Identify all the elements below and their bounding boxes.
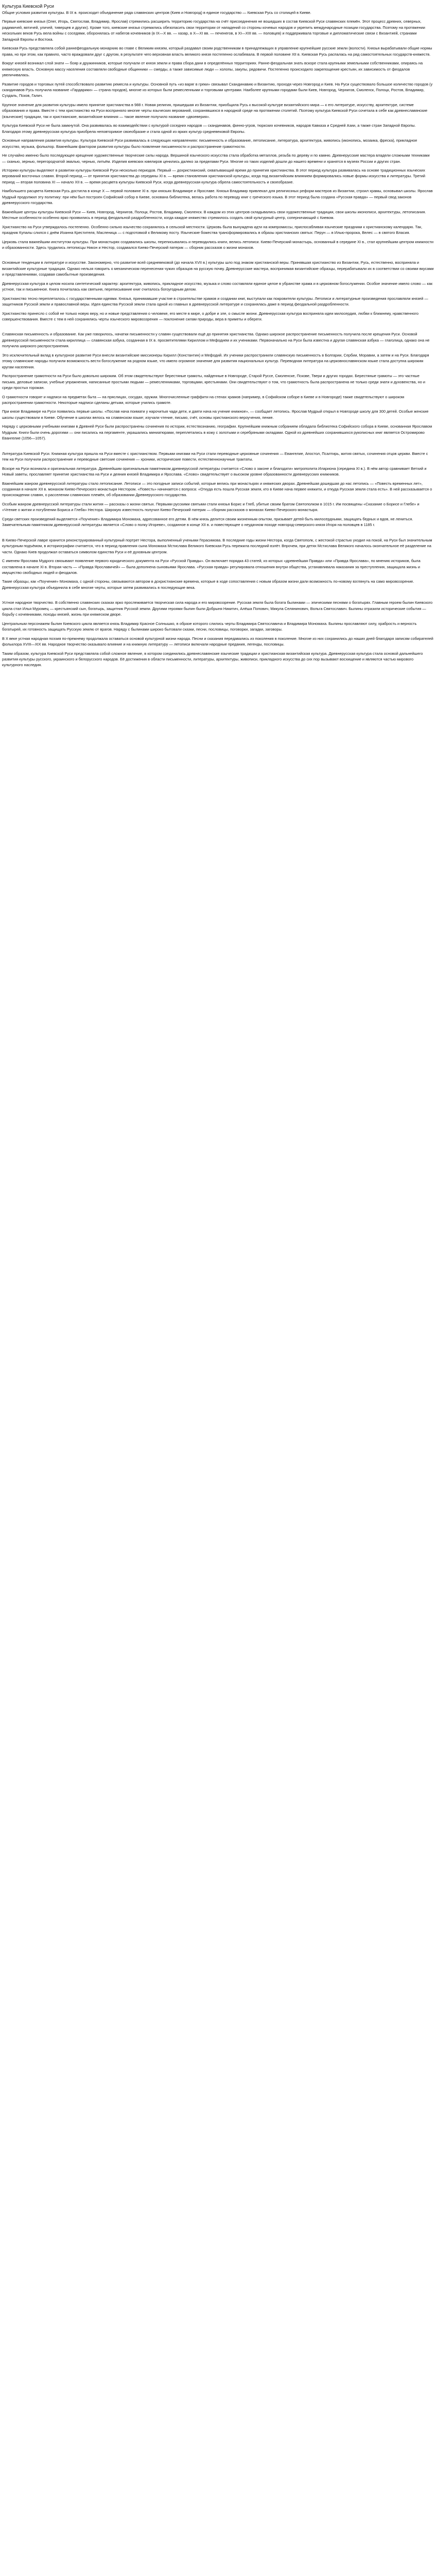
paragraph: Вскоре на Руси возникла и оригинальная литература. Древнейшим оригинальным памятником древнерусской литературы считается «Слово о законе и благодати» митрополита Илариона (середина XI в.). В нём автор сравнивает Ветхий и Новый заветы, прославляет принятие христианства на Руси и деяния князей Владимира и Ярослава. «Слово» свидетельствует о высоком уровне образованности древнерусских книжников. [2,466,427,477]
paragraph: В Киево-Печерской лавре хранится реконструированный культурный портрет Нестора, выполненный учеными Герасимова. В последние годы жизни Нестора, когда Святополк, с жестокой страстью уходил на покой, на Руси был значительным культурным подъёмом, в историографии считается, что в период правления сына Мономаха Мстислава Великого Киевская Русь пережила последний взлёт. Впрочем, при детях Мстислава Великого началось окончательное её разделение на части. Однако Киев продолжал оставаться символом единства Руси и её духовным центром. [2,537,432,554]
paragraph: Древнерусская культура в целом носила синтетический характер: архитектура, живопись, прикладное искусство, музыка и слово составляли единое целое в убранстве храма и в церковном богослужении. Особое значение имело слово — как устное, так и письменное. Книга почиталась как святыня, переписывание книг считалось богоугодным делом. [2,281,433,292]
paragraph: Церковь стала важнейшим институтом культуры. При монастырях создавались школы, переписывались и переводились книги, велись летописи. Киево-Печерский монастырь, основанный в середине XI в., стал крупнейшим центром книжности и образованности. Здесь трудились летописцы Никон и Нестор, создавался Киево-Печерский патерик — сборник рассказов о жизни монахов. [2,239,434,250]
section-gap [2,531,434,537]
paragraph: В Х веке устная народная поэзия по-прежнему продолжала оставаться основой культурной жизни народа. Песни и сказания передавались из поколения в поколение. Многие из них сохранились до наших дней благодаря записям собирателей фольклора XVIII—XIX вв. Народное творчество оказывало влияние и на книжную литературу — летописи включали народные предания, легенды, пословицы. [2,636,433,647]
paragraph: Важнейшие центры культуры Киевской Руси — Киев, Новгород, Чернигов, Полоцк, Ростов, Владимир, Смоленск. В каждом из этих центров складывались свои художественные традиции, свои школы иконописи, архитектуры, летописания. Местные особенности особенно ярко проявились в период феодальной раздробленности, когда каждое княжество стремилось создать свой культурный центр, соперничающий с Киевом. [2,209,426,221]
paragraph: Это исключительный вклад в культурное развитие Руси внесли византийские миссионеры Кирилл (Константин) и Мефодий. Их ученики распространили славянскую письменность в Болгарии, Сербии, Моравии, а затем и на Руси. Благодаря этому славянские народы получили возможность вести богослужение на родном языке, что имело огромное значение для развития национальных культур. Переводная литература на церковнославянском языке стала доступна широким кругам населения. [2,352,429,369]
paragraph: Развитие городов и торговых путей способствовало развитию ремесла и культуры. Основной путь «из варяг в греки» связывал Скандинавию и Византию, проходя через Новгород и Киев. На Руси существовало большое количество городов (у скандинавов Русь получила название «Гардарики» — страна городов), многие из которых были ремесленными и торговыми центрами. Наиболее крупными городами были Киев, Новгород, Чернигов, Смоленск, Полоцк, Ростов, Владимир, Суздаль, Псков, Галич. [2,81,433,98]
section-writing-education [2,331,434,441]
section-intro [2,10,434,250]
section-folklore [2,600,434,668]
paragraph: Славянская письменность и образование. Как уже говорилось, начатки письменности у славян существовали ещё до принятия христианства. Однако широкое распространение письменность получила после крещения Руси. Основой древнерусской письменности стала кириллица — славянская азбука, созданная в IX в. просветителями Кириллом и Мефодием и их учениками. Первоначально на Руси была известна и другая славянская азбука — глаголица, однако она не получила широкого распространения. [2,332,430,349]
paragraph: Наряду с церковными учебными книгами в Древней Руси были распространены сочинения по истории, естествознанию, географии. Крупнейшим книжным собранием обладала библиотека Софийского собора в Киеве, основанная Ярославом Мудрым. Книги были очень дорогими — они писались на пергаменте, украшались миниатюрами, переплетались в кожу с золотыми и серебряными окладами. Одной из древнейших сохранившихся рукописных книг является Остромирово Евангелие (1056—1057). [2,424,432,441]
paragraph: Христианство тесно переплеталось с государственными идеями. Князья, принимавшие участие в строительстве храмов и создании книг, выступали как покровители культуры. Летописи и литературные произведения прославляли князей — защитников Русской земли и православной веры. Идея единства Русской земли стала одной из главных в древнерусской литературе и сохранялась даже в период феодальной раздробленности. [2,296,428,307]
paragraph: Такие образцы, как «Поучение» Мономаха, с одной стороны, связываются автором в дохристианские времена, которые в ходе сопоставления с новым образом жизни дали возможность по-новому взглянуть на само мировоззрение. Древнерусская культура объединила в себе многие черты, которые затем развивались в последующие века. [2,579,414,590]
paragraph: Христианство принесло с собой не только новую веру, но и новые представления о человеке, его месте в мире, о добре и зле, о смысле жизни. Древнерусская культура восприняла идеи милосердия, любви к ближнему, нравственного совершенствования. Вместе с тем в ней сохранялись черты языческого мировоззрения — поклонение силам природы, вера в приметы и обереги. [2,311,418,322]
section-lavra [2,537,434,591]
paragraph: Общие условия развития культуры. В IX в. происходит объединение ряда славянских центров (Киев и Новгород) в единое государство — Киевская Русь со столицей в Киеве. [2,10,311,15]
paragraph: Литература Киевской Руси. Книжная культура пришла на Руси вместе с христианством. Первыми книгами на Руси стали переводные церковные сочинения — Евангелие, Апостол, Псалтирь, жития святых, сочинения отцов церкви. Вместе с тем на Руси получили распространение и переводные светские сочинения — хроники, исторические повести, естественнонаучные трактаты. [2,451,428,462]
paragraph: Важнейшим жанром древнерусской литературы стало летописание. Летописи — это погодные записи событий, которые велись при монастырях и княжеских дворах. Древнейшая дошедшая до нас летопись — «Повесть временных лет», созданная в начале XII в. монахом Киево-Печерского монастыря Нестором. «Повесть» начинается с вопроса: «Откуда есть пошла Русская земля, кто в Киеве нача первее княжити, и откуда Русская земля стала есть». В ней рассказывается о происхождении славян, о расселении славянских племён, об образовании Древнерусского государства. [2,481,432,498]
paragraph: Устное народное творчество. В собственно славянских сказках ярко прослеживается творческая сила народа и его мировоззрение. Русская земля была богата былинами — эпическими песнями о богатырях. Главным героем былин Киевского цикла стал Илья Муромец — крестьянский сын, богатырь, защитник Русской земли. Другими героями былин были Добрыня Никитич, Алёша Попович, Микула Селянинович, Вольга Святославич. Былины отразили исторические события — борьбу с кочевниками, походы князей, жизнь при княжеском дворе. [2,600,433,617]
paragraph: О грамотности говорят и надписи на предметах быта — на пряслицах, сосудах, оружии. Многочисленные граффити на стенах храмов (например, в Софийском соборе в Киеве и в Новгороде) также свидетельствуют о широком распространении грамотности. Некоторые надписи сделаны детьми, которые учились грамоте. [2,394,405,405]
paragraph: Не случайно именно было последующее крещение художественные творческие силы народа. Вершиной языческого искусства стала обработка металлов, резьба по дереву и по камню. Древнерусские мастера владели сложными техниками — сканью, зернью, перегородчатой эмалью, чернью, литьём. Изделия киевских ювелиров ценились далеко за пределами Руси. Многие из таких изделий дошли до нашего времени и хранятся в музеях России и других стран. [2,153,430,164]
paragraph: Киевская Русь представляла собой раннефеодальную монархию во главе с Великим князем, который раздавал своим родственникам в принадлежащих в управление крупнейшие русские земли (волости). Князья вырабатывали общие нормы права, но при этом, как правило, часто враждовали друг с другом, в результате чего верховная власть великого князя постепенно ослабевала. В первой половине XII в. Киевская Русь распалась на ряд самостоятельных государств-княжеств. [2,46,432,57]
paragraph: Первые киевские князья (Олег, Игорь, Святослав, Владимир, Ярослав) стремились расширить территорию государства на счёт присоединения не вошедших в состав Киевской Руси славянских племён. Этот процесс древних, северных, радимичей, вятичей, уличей, тиверцев и других). Кроме того, киевские князья стремились обезопасить свои территории от нападений со стороны кочевых народов и укрепить международные позиции государства. Поэтому на протяжении нескольких веков Русь вела войны с соседями, оборонялась от набегов кочевников (в IX—X вв. — хазар, в X—XI вв. — печенегов, в XI—XIII вв. — половцев) и поддерживала торговые и дипломатические связи с Византией, странами Западной Европы и Востока. [2,19,425,42]
paragraph: Христианство на Руси утверждалось постепенно. Особенно сильно язычество сохранялось в сельской местности. Церковь была вынуждена идти на компромиссы, приспосабливая языческие праздники к христианскому календарю. Так, праздник Купалы слился с днём Иоанна Крестителя, Масленица — с подготовкой к Великому посту. Языческие божества трансформировались в образы христианских святых: Перун — в Илью-пророка, Велес — в святого Власия. [2,224,423,235]
paragraph: С именем Ярослава Мудрого связывают появление первого юридического документа на Руси «Русской Правды». Он включает порядка 43 статей, из которых «древнейшая Правда» или «Правда Ярослава», по мнению историков, была составлена в начале XI в. Вторая часть — «Правда Ярославичей» — была дополнена сыновьями Ярослава. «Русская правда» регулировала отношения внутри общества, устанавливала наказания за преступления, защищала жизнь и имущество свободных людей и феодалов. [2,558,421,575]
section-gap [2,594,434,600]
section-gap [2,445,434,451]
article [0,0,436,676]
paragraph: Основные направления развития культуры. Культура Киевской Руси развивалась в следующих направлениях: письменность и образование, летописание, литература, архитектура, живопись (иконопись, мозаика, фреска), прикладное искусство, музыка, фольклор. Важнейшим фактором развития культуры было появление письменности и распространение грамотности. [2,138,417,149]
paragraph: Среди светских произведений выделяется «Поучение» Владимира Мономаха, адресованное его детям. В нём князь делится своим жизненным опытом, призывает детей быть милосердными, защищать бедных и вдов, не лениться. Замечательным памятником древнерусской литературы является «Слово о полку Игореве», созданное в конце XII в. и повествующее о неудачном походе новгород-северского князя Игоря на половцев в 1185 г. [2,516,413,528]
paragraph: Культура Киевской Руси не была замкнутой. Она развивалась во взаимодействии с культурой соседних народов — скандинавов, финно-угров, тюркских кочевников, народов Кавказа и Средней Азии, а также стран Западной Европы. Благодаря этому древнерусская культура приобрела неповторимое своеобразие и стала одной из ярких культур средневековой Европы. [2,123,416,134]
paragraph: Крупное значение для развития культуры имело принятие христианства в 988 г. Новая религия, пришедшая из Византии, приобщила Русь к высокой культуре византийского мира — к его литературе, искусству, архитектуре, системе образования и права. Вместе с тем христианство на Руси восприняло многие черты языческих верований, сохранявшихся в народной среде на протяжении столетий. Поэтому культура Киевской Руси сочетала в себе как древнеславянские (языческие) традиции, так и христианские, византийские влияния — такое явление получило название «двоеверия». [2,102,428,119]
paragraph: Историки культуры выделяют в развитии культуры Киевской Руси несколько периодов. Первый — дохристианский, охватывающий время до принятия христианства. В этот период культура развивалась на основе традиционных языческих верований восточных славян. Второй период — от принятия христианства до середины XI в. — время становления христианской культуры, когда под византийским влиянием формировались новые формы искусства и литературы. Третий период — вторая половина XI — начало XII в. — время расцвета культуры Киевской Руси, когда древнерусская культура обрела самостоятельность и своеобразие. [2,167,426,184]
paragraph: Центральным персонажем былин Киевского цикла является князь Владимир Красное Солнышко, в образе которого слились черты Владимира Святославича и Владимира Мономаха. Былины прославляют силу, храбрость и верность богатырей, их готовность защищать Русскую землю от врагов. Наряду с былинами широко бытовали сказки, песни, пословицы, поговорки, загадки, заговоры. [2,621,417,632]
section-literature [2,451,434,528]
section-gap [2,325,434,331]
paragraph: Основные тенденции в литературе и искусстве. Закономерно, что развитие всей средневековой (до начала XVII в.) культуры шло под знаком христианской веры. Принявшая христианство из Византии, Русь, естественно, восприняла и византийские культурные традиции. Однако нельзя говорить о механическом перенесении чужих образцов на русскую почву. Древнерусские мастера, воспринимая византийские образцы, перерабатывали их в соответствии со своими вкусами и представлениями, создавая самобытные произведения. [2,260,434,277]
paragraph: Распространение грамотности на Руси было довольно широким. Об этом свидетельствуют берестяные грамоты, найденные в Новгороде, Старой Руссе, Смоленске, Пскове, Твери и других городах. Берестяные грамоты — это частные письма, деловые записки, учебные упражнения, написанные простыми людьми — ремесленниками, торговцами, крестьянами. Они свидетельствуют о том, что грамотность была распространена не только среди знати и духовенства, но и среди простых горожан. [2,374,426,391]
paragraph: Вокруг князей возникал слой знати — бояр и дружинников, которые получали от князя земли и права сбора дани в определённых территориях. Ранне-феодальная знать вскоре стала крупными земельными собственниками, опираясь на княжескую власть. Основную массу населения составляли свободные общинники — смерды, а также зависимые люди — холопы, закупы, рядовичи. Постепенно происходило закрепощение крестьян, их зависимость от феодалов увеличивалась. [2,61,423,78]
paragraph: Особым жанром древнерусской литературы стали жития — рассказы о жизни святых. Первыми русскими святыми стали князья Борис и Глеб, убитые своим братом Святополком в 1015 г. Им посвящены «Сказание о Борисе и Глебе» и «Чтение о житии и погублении Бориса и Глеба» Нестора. Широкую известность получил Киево-Печерский патерик — сборник рассказов о монахах Киево-Печерского монастыря. [2,501,420,513]
article-title: Культура Киевской Руси [2,4,54,9]
paragraph: При князе Владимире на Руси появились первые школы. «Послав нача поимати у нарочитыя чади дети, и даяти нача на учение книжное», — сообщает летопись. Ярослав Мудрый открыл в Новгороде школу для 300 детей. Особые женские школы существовали в Киеве. Обучение в школах велось на славянском языке; изучали чтение, письмо, счёт, основы христианского вероучения, пение. [2,409,429,420]
paragraph: Таким образом, культура Киевской Руси представляла собой сложное явление, в котором соединились древнеславянские языческие традиции и христианская византийская культура. Древнерусская культура стала основой дальнейшего развития культуры русского, украинского и белорусского народов. Её достижения в области письменности, литературы, архитектуры, живописи, прикладного искусства до сих пор вызывают восхищение и являются частью мирового культурного наследия. [2,651,423,668]
section-gap [2,253,434,260]
paragraph: Наибольшего расцвета Киевская Русь достигла в конце X — первой половине XI в. при князьях Владимире и Ярославе. Князья Владимир привлекал для религиозных реформ мастеров из Византии, строил храмы, основывал школы. Ярослав Мудрый продолжил эту политику: при нём был построен Софийский собор в Киеве, основана библиотека, велась работа по переводу книг с греческого языка. В этот период была создана «Русская правда» — первый свод законов древнерусского государства. [2,189,433,206]
section-literature-art [2,260,434,322]
